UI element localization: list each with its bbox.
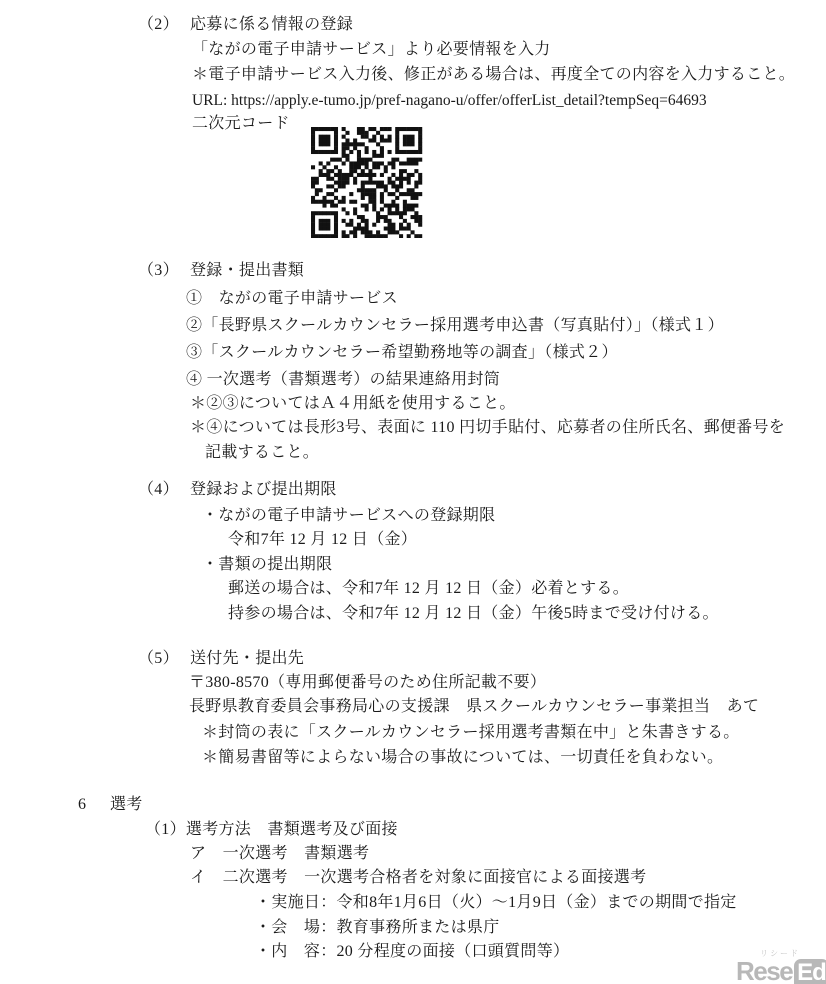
section3-item2: ②「長野県スクールカウンセラー採用選考申込書（写真貼付）」（様式１）	[186, 317, 724, 334]
section6-detail-date: ・実施日：令和8年1月6日（火）～1月9日（金）までの期間で指定	[255, 894, 737, 911]
qr-caption: 二次元コード	[192, 115, 290, 132]
section6-number: 6	[78, 796, 87, 813]
watermark-badge: Ed	[794, 959, 826, 984]
watermark-ruby: リシード	[760, 949, 800, 958]
recipient-line: 長野県教育委員会事務局心の支援課 県スクールカウンセラー事業担当 あて	[189, 698, 760, 715]
section3-note1: ＊②③についてはＡ４用紙を使用すること。	[190, 395, 516, 412]
section3-title: 登録・提出書類	[190, 262, 305, 279]
qr-code-image	[310, 127, 423, 238]
section3-note2: ＊④については長形3号、表面に 110 円切手貼付、応募者の住所氏名、郵便番号を	[190, 419, 786, 436]
section2-label: （2）	[138, 16, 179, 33]
section4-title: 登録および提出期限	[190, 481, 337, 498]
section5-note1: ＊封筒の表に「スクールカウンセラー採用選考書類在中」と朱書きする。	[202, 724, 740, 741]
section2-title: 応募に係る情報の登録	[190, 16, 354, 33]
qr-code	[310, 127, 423, 238]
section6-item-a: ア 一次選考 書類選考	[190, 845, 370, 862]
section6-title: 選考	[110, 796, 143, 813]
reseed-watermark	[736, 950, 826, 984]
section6-item-i: イ 二次選考 一次選考合格者を対象に面接官による面接選考	[190, 869, 647, 886]
section2-line: 「ながの電子申請サービス」より必要情報を入力	[192, 41, 551, 58]
postal-address: 〒380-8570（専用郵便番号のため住所記載不要）	[189, 674, 547, 691]
section6-method: （1）選考方法 書類選考及び面接	[145, 821, 398, 838]
section3-label: （3）	[138, 262, 179, 279]
section4-date: 令和7年 12 月 12 日（金）	[228, 531, 418, 548]
section3-item4: ④ 一次選考（書類選考）の結果連絡用封筒	[186, 371, 501, 388]
section6-detail-venue: ・会 場：教育事務所または県庁	[255, 919, 500, 936]
watermark-text: Rese	[736, 956, 793, 984]
section5-note2: ＊簡易書留等によらない場合の事故については、一切責任を負わない。	[202, 749, 724, 766]
section6-detail-content: ・内 容：20 分程度の面接（口頭質問等）	[255, 943, 570, 960]
section4-bullet1: ・ながの電子申請サービスへの登録期限	[202, 507, 496, 524]
section4-line1: 郵送の場合は、令和7年 12 月 12 日（金）必着とする。	[228, 580, 630, 597]
section4-bullet2: ・書類の提出期限	[202, 556, 333, 573]
section3-note2-cont: 記載すること。	[205, 444, 320, 461]
section5-label: （5）	[138, 650, 179, 667]
section2-note: ＊電子申請サービス入力後、修正がある場合は、再度全ての内容を入力すること。	[192, 66, 796, 83]
section3-item1: ① ながの電子申請サービス	[186, 290, 398, 307]
section4-label: （4）	[138, 481, 179, 498]
section5-title: 送付先・提出先	[190, 650, 305, 667]
application-url: URL: https://apply.e-tumo.jp/pref-nagano-u/offer/offerList_detail?tempSeq=64693	[192, 92, 707, 109]
section3-item3: ③「スクールカウンセラー希望勤務地等の調査」（様式２）	[186, 344, 618, 361]
section4-line2: 持参の場合は、令和7年 12 月 12 日（金）午後5時まで受け付ける。	[228, 605, 719, 622]
